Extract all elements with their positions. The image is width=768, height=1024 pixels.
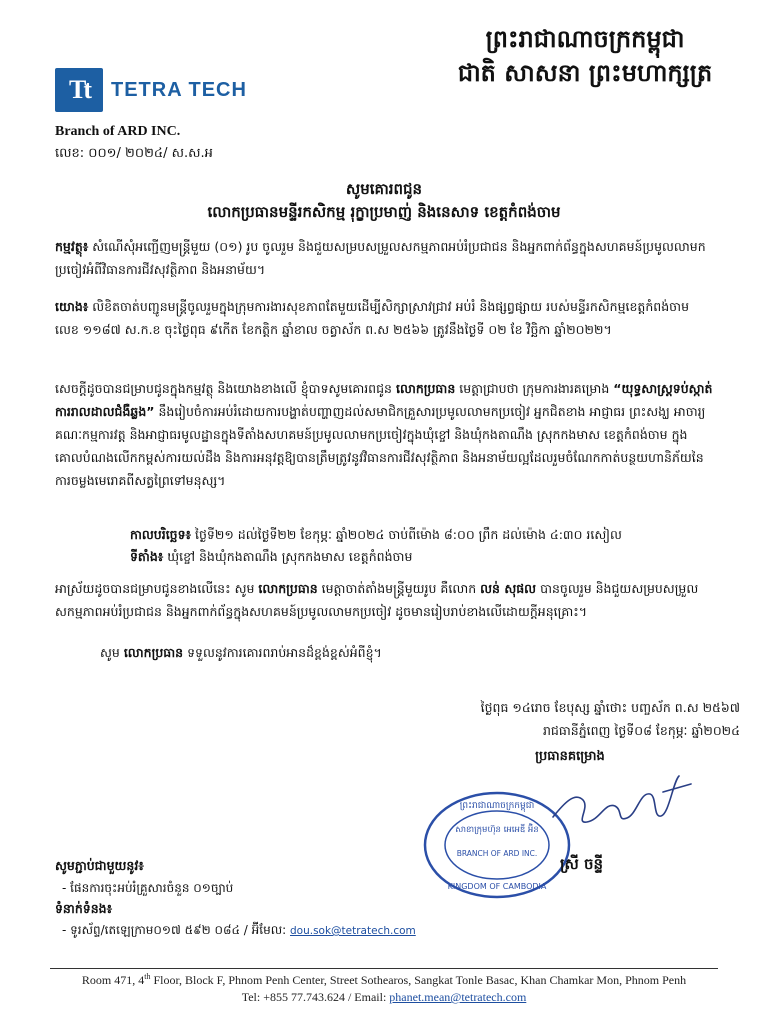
footer-address-b: Floor, Block F, Phnom Penh Center, Street Sothearos, Sangkat Tonle Basac, Khan Chamkar Mon, Phnom Penh xyxy=(150,973,687,987)
kingdom-title: ព្រះរាជាណាចក្រកម្ពុជា xyxy=(485,24,685,53)
company-logo xyxy=(55,68,247,112)
footer-tel: Tel: +855 77.743.624 / Email: xyxy=(241,990,390,1004)
schedule-location xyxy=(130,545,730,568)
closing-text-a: សូម xyxy=(100,645,120,660)
footer-address xyxy=(0,972,768,988)
attachment-item: - ផែនការចុះអប់រំគ្រួសារចំនួន ០១ច្បាប់ xyxy=(62,881,234,895)
contact-heading: ទំនាក់ទំនង៖ xyxy=(55,901,113,916)
time-text: ថ្ងៃទី២១ ដល់ថ្ងៃទី២២ ខែកុម្ភៈ ឆ្នាំ២០២៤ ចាប់ពីម៉ោង ៨:០០ ព្រឹក ដល់ម៉ោង ៤:៣០ រសៀល xyxy=(195,527,622,542)
contact-line: - ទូរស័ព្ទ/តេឡេក្រាម០១៧ ៥៩២ ០៨៤ / អ៊ីមែល: dou.sok@tetratech.com xyxy=(62,923,416,937)
attachment-text: ផែនការចុះអប់រំគ្រួសារចំនួន ០១ច្បាប់ xyxy=(70,881,234,895)
body1-text-c: នឹងរៀបចំការអប់រំដោយការបង្ហាត់បញ្ហាញដល់សមាជិកគ្រួសារប្រមូលលាមកប្រចៀវ អ្នកជិតខាង អាជ្ញាធរ ព្រះសង្ឃ អាចារ្យគណៈកម្មការវត្ត និងអាជ្ញាធរមូលដ្ឋានក្នុងទីតាំងសហគមន៍ប្រមូលលាមកប្រចៀវក្នុងឃុំខ្ចៅ និងឃុំកងតាណឹង ស្រុកកងមាស ខេត្តកំពង់ចាម ក្នុងគោលបំណងលើកកម្ពស់ការយល់ដឹង និងការអនុវត្តឱ្យបានត្រឹមត្រូវនូវវិធានការជីវសុវត្ថិភាព និងអនាម័យល្អដែលរួមចំណែកកាត់បន្ថយហានិភ័យនៃការចម្លងមេរោគពីសត្វព្រៃទៅមនុស្ស។ xyxy=(55,404,706,488)
location-text: ឃុំខ្ចៅ និងឃុំកងតាណឹង ស្រុកកងមាស ខេត្តកំពង់ចាម xyxy=(167,549,413,564)
subject-label: កម្មវត្ថុ៖ xyxy=(55,239,89,254)
subject-text: សំណើសុំអញ្ជើញមន្ត្រីមួយ (០១) រូប ចូលរួម និងជួយសម្របសម្រួលសកម្មភាពអប់រំប្រជាជន និងអ្នកពាក់ព័ន្ធក្នុងសហគមន៍ប្រមូលលាមកប្រចៀវអំពីវិធានការជីវសុវត្ថិភាព និងអនាម័យ។ xyxy=(55,239,706,277)
signer-name: ស្រី ចន្ទី xyxy=(560,855,604,873)
project-name: “យុទ្ធសាស្ត្រទប់ស្កាត់ការរាលដាលជំងឺឆ្លង” xyxy=(55,381,713,419)
footer-contact xyxy=(0,990,768,1005)
stamp-bottom-text: KINGDOM OF CAMBODIA xyxy=(447,882,547,891)
delegate-name: លន់ សុផល xyxy=(480,581,537,596)
time-label: កាលបរិច្ឆេទ៖ xyxy=(130,527,192,542)
stamp-inner-text: BRANCH OF ARD INC. xyxy=(456,849,538,858)
handwritten-signature-icon xyxy=(545,772,695,842)
body1-honorific: លោកប្រធាន xyxy=(395,381,456,396)
reference-text: លិខិតចាត់បញ្ជូនមន្ត្រីចូលរួមក្នុងក្រុមការងារសុខភាពតែមួយដើម្បីសិក្សាស្រាវជ្រាវ អប់រំ និងផ្សព្វផ្សាយ របស់មន្ទីរកសិកម្មខេត្តកំពង់ចាម លេខ ១១៨៧ ស.ក.ខ ចុះថ្ងៃពុធ ៩កើត ខែកត្តិក ឆ្នាំខាល ចត្វាស័ក ព.ស ២៥៦៦ ត្រូវនឹងថ្ងៃទី ០២ ខែ វិច្ឆិកា ឆ្នាំ២០២២។ xyxy=(55,299,690,337)
body-paragraph-1 xyxy=(55,377,715,492)
kingdom-header xyxy=(430,22,740,90)
closing-text-b: ទទួលនូវការគោរពរាប់អានដ៏ខ្ពង់ខ្ពស់អំពីខ្ញុំ។ xyxy=(187,645,382,660)
tetra-tech-logo-icon: Tt xyxy=(55,68,103,112)
stamp-mid-text: សាខាក្រុមហ៊ុន អេអេឌី អ៊ិន xyxy=(455,825,539,835)
reference-number: លេខ: ០០១/ ២០២៤/ ស.ស.អ xyxy=(55,146,213,161)
recipient: លោកប្រធានមន្ទីរកសិកម្ម រុក្ខាប្រមាញ់ និងនេសាទ ខេត្តកំពង់ចាម xyxy=(207,203,561,221)
solar-date: រាជធានីភ្នំពេញ ថ្ងៃទី០៨ ខែកុម្ភៈ ឆ្នាំ២០២៤ xyxy=(542,723,740,738)
body2-text-b: មេត្តាចាត់តាំងមន្ត្រីមួយរូប គឺលោក xyxy=(321,581,477,596)
closing-paragraph xyxy=(100,641,720,664)
contact-text: ទូរស័ព្ទ/តេឡេក្រាម០១៧ ៥៩២ ០៨៤ / អ៊ីមែល: xyxy=(70,923,287,937)
footer-address-a: Room 471, 4 xyxy=(81,973,145,987)
reference-section xyxy=(55,295,715,341)
body1-text-b: មេត្តាជ្រាបថា ក្រុមការងារគម្រោង xyxy=(459,381,610,396)
stamp-top-text: ព្រះរាជាណាចក្រកម្ពុជា xyxy=(459,801,535,811)
location-label: ទីតាំង៖ xyxy=(130,549,164,564)
attachments-heading: សូមភ្ជាប់ជាមួយនូវ៖ xyxy=(55,858,144,873)
body2-text-c: បានចូលរួម និងជួយសម្របសម្រួលសកម្មភាពអប់រំប្រជាជន និងអ្នកពាក់ព័ន្ធក្នុងសហគមន៍ប្រមូលលាមកប្រចៀវ ដូចមានរៀបរាប់ខាងលើដោយក្តីអនុគ្រោះ។ xyxy=(55,581,699,619)
footer-divider xyxy=(50,968,718,969)
company-name: TETRA TECH xyxy=(111,78,247,101)
salutation: សូមគោរពជូន xyxy=(345,180,423,198)
body-paragraph-2 xyxy=(55,577,715,623)
body1-text-a: សេចក្តីដូចបានជម្រាបជូនក្នុងកម្មវត្ថុ និងយោងខាងលើ ខ្ញុំបាទសូមគោរពជូន xyxy=(55,381,392,396)
signer-role: ប្រធានគម្រោង xyxy=(535,749,605,764)
closing-honorific: លោកប្រធាន xyxy=(123,645,184,660)
footer-address-sup: th xyxy=(144,972,151,981)
footer-email-link[interactable]: phanet.mean@tetratech.com xyxy=(389,990,527,1004)
body2-text-a: អាស្រ័យដូចបានជម្រាបជូនខាងលើនេះ សូម xyxy=(55,581,255,596)
body2-honorific: លោកប្រធាន xyxy=(258,581,318,596)
reference-label: យោង៖ xyxy=(55,299,89,314)
kingdom-motto: ជាតិ សាសនា ព្រះមហាក្សត្រ xyxy=(457,58,713,87)
contact-email-link[interactable]: dou.sok@tetratech.com xyxy=(289,925,416,937)
schedule-time xyxy=(130,523,730,546)
branch-name: Branch of ARD INC. xyxy=(55,124,181,139)
lunar-date: ថ្ងៃពុធ ១៤រោច ខែបុស្ស ឆ្នាំថោះ បញ្ចស័ក ព.ស ២៥៦៧ xyxy=(480,700,740,715)
subject-section xyxy=(55,235,715,281)
